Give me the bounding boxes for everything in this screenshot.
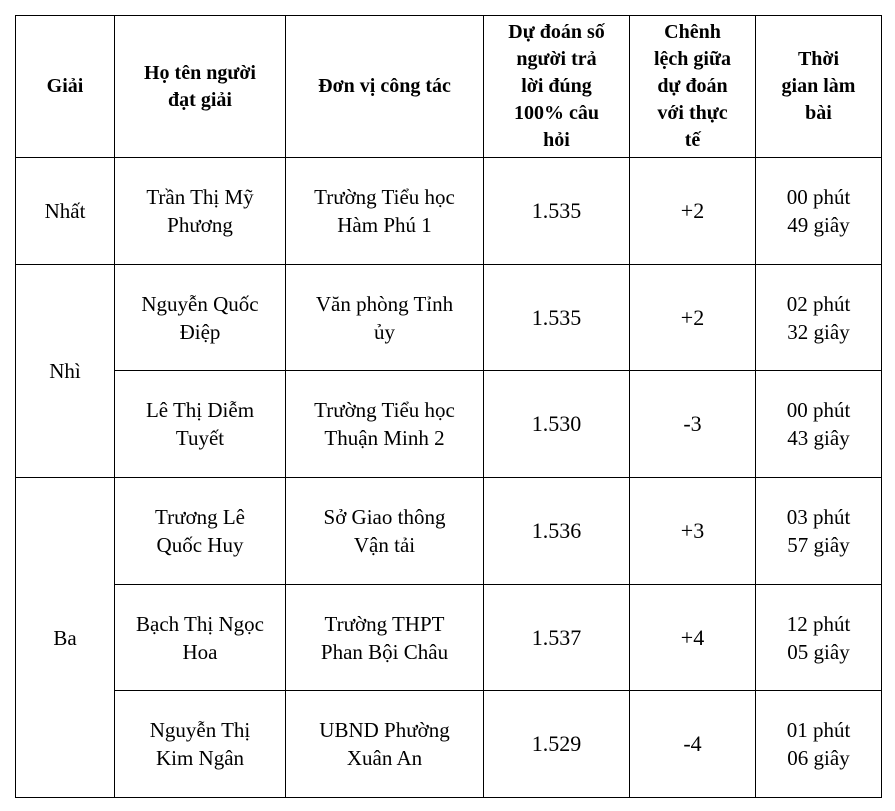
prediction-cell: 1.535 [484, 158, 630, 265]
unit-line: Trường Tiểu học [314, 398, 455, 422]
results-table [15, 15, 882, 798]
name-line: Tuyết [175, 426, 225, 450]
time-line: 12 phút [786, 611, 851, 636]
table-row [16, 265, 882, 371]
header-line: gian làm [781, 75, 856, 97]
header-difference [630, 16, 756, 158]
time-cell [756, 478, 882, 585]
prediction-cell: 1.537 [484, 585, 630, 691]
name-line: Trương Lê [155, 505, 245, 529]
prize-cell: Nhì [16, 265, 115, 478]
time-line: 57 giây [787, 533, 850, 557]
header-row [16, 16, 882, 158]
unit-cell [286, 691, 484, 798]
header-line: với thực [657, 102, 728, 124]
name-line: Nguyễn Thị [149, 718, 251, 742]
name-line: Bạch Thị Ngọc [136, 611, 264, 636]
table-row [16, 691, 882, 798]
header-line: Giải [46, 75, 84, 97]
header-unit [286, 16, 484, 158]
prediction-cell: 1.530 [484, 371, 630, 478]
name-line: Lê Thị Diễm [145, 398, 255, 422]
prize-cell: Nhất [16, 158, 115, 265]
time-cell [756, 691, 882, 798]
header-prediction [484, 16, 630, 158]
time-cell [756, 371, 882, 478]
header-name [115, 16, 286, 158]
time-line: 02 phút [786, 291, 851, 316]
name-cell [115, 265, 286, 371]
name-line: Phương [167, 213, 233, 237]
name-cell [115, 691, 286, 798]
prediction-cell: 1.536 [484, 478, 630, 585]
name-cell [115, 585, 286, 691]
difference-cell: +2 [630, 158, 756, 265]
unit-line: Vận tải [353, 533, 416, 557]
unit-cell [286, 265, 484, 371]
name-line: Quốc Huy [156, 533, 244, 557]
difference-cell: +4 [630, 585, 756, 691]
header-time [756, 16, 882, 158]
time-line: 03 phút [786, 505, 851, 529]
unit-line: Hàm Phú 1 [337, 213, 432, 237]
header-line: Chênh [664, 21, 721, 43]
header-line: 100% câu [514, 102, 599, 124]
header-line: dự đoán [657, 75, 728, 97]
prize-cell: Ba [16, 478, 115, 798]
header-line: lệch giữa [654, 48, 731, 70]
time-cell [756, 265, 882, 371]
prediction-cell: 1.529 [484, 691, 630, 798]
time-line: 32 giây [787, 319, 850, 344]
unit-cell [286, 585, 484, 691]
time-line: 05 giây [787, 639, 850, 664]
header-line: lời đúng [521, 75, 592, 97]
unit-line: Trường THPT [324, 611, 445, 636]
time-cell [756, 158, 882, 265]
unit-line: ủy [374, 319, 395, 344]
table-row [16, 158, 882, 265]
header-line: người trả [516, 48, 597, 70]
difference-cell: +2 [630, 265, 756, 371]
table-row [16, 478, 882, 585]
name-line: Hoa [182, 639, 218, 664]
unit-line: Thuận Minh 2 [324, 426, 445, 450]
unit-cell [286, 478, 484, 585]
unit-line: Sở Giao thông [323, 505, 446, 529]
table-row [16, 585, 882, 691]
time-line: 49 giây [787, 213, 850, 237]
difference-cell: -4 [630, 691, 756, 798]
time-line: 01 phút [786, 718, 851, 742]
name-cell [115, 371, 286, 478]
time-line: 00 phút [786, 185, 851, 209]
unit-line: UBND Phường [319, 718, 450, 742]
unit-line: Phan Bội Châu [320, 639, 449, 664]
name-cell [115, 158, 286, 265]
difference-cell: +3 [630, 478, 756, 585]
header-line: đạt giải [168, 88, 232, 111]
unit-cell [286, 371, 484, 478]
header-line: tế [684, 129, 701, 151]
unit-line: Xuân An [346, 746, 423, 770]
difference-cell: -3 [630, 371, 756, 478]
time-cell [756, 585, 882, 691]
name-cell [115, 478, 286, 585]
header-line: Dự đoán số [508, 21, 605, 43]
header-line: bài [805, 102, 832, 124]
header-line: Họ tên người [144, 61, 256, 84]
table-row [16, 371, 882, 478]
header-line: hỏi [543, 129, 570, 151]
unit-line: Trường Tiểu học [314, 185, 455, 209]
unit-line: Văn phòng Tỉnh [315, 291, 454, 316]
time-line: 43 giây [787, 426, 850, 450]
name-line: Trần Thị Mỹ [146, 185, 254, 209]
header-line: Thời [797, 48, 840, 70]
name-line: Nguyễn Quốc [141, 291, 259, 316]
header-prize [16, 16, 115, 158]
header-line: Đơn vị công tác [318, 75, 451, 97]
name-line: Kim Ngân [155, 746, 245, 770]
name-line: Điệp [179, 319, 221, 344]
unit-cell [286, 158, 484, 265]
time-line: 00 phút [786, 398, 851, 422]
time-line: 06 giây [787, 746, 850, 770]
prediction-cell: 1.535 [484, 265, 630, 371]
